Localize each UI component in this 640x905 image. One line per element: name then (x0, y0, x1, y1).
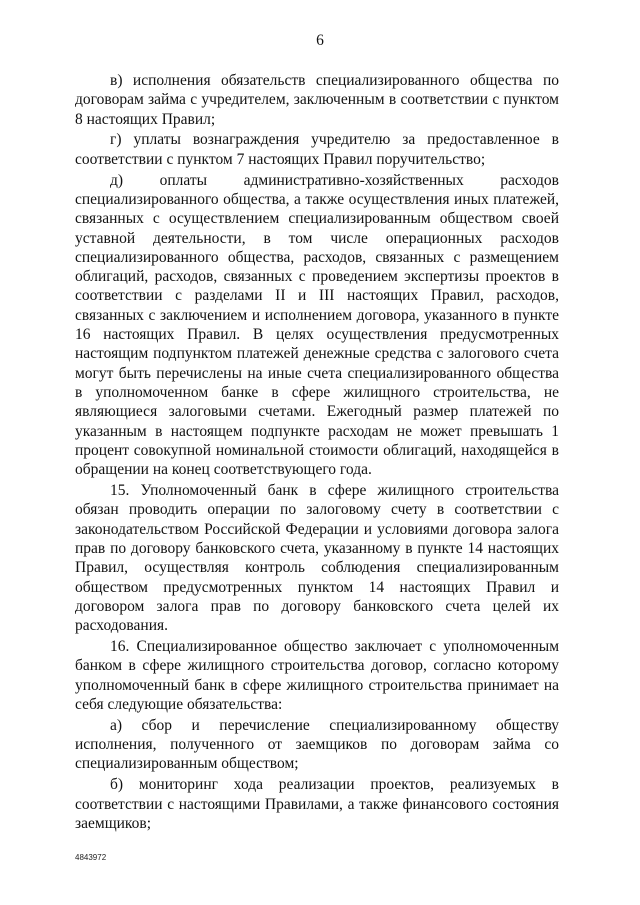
paragraph-item-g: г) уплаты вознаграждения учредителю за предоставленное в соответствии с пунктом 7 настоящих Правил поручительство; (75, 131, 559, 168)
document-code: 4843972 (75, 853, 107, 862)
paragraph-item-d: д) оплаты административно-хозяйственных расходов специализированного общества, а также осуществления иных платежей, связанных с осуществлением специализированным обществом своей уставной деятельности, в том числе операционных расходов специализированного общества, расходов, связанных с размещением облигаций, расходов, связанных с проведением экспертизы проектов в соответствии с разделами II и III настоящих Правил, расходов, связанных с заключением и исполнением договора, указанного в пункте 16 настоящих Правил. В целях осуществления предусмотренных настоящим подпунктом платежей денежные средства с залогового счета могут быть перечислены на иные счета специализированного общества в уполномоченном банке в сфере жилищного строительства, не являющиеся залоговыми счетами. Ежегодный размер платежей по указанным в настоящем подпункте расходам не может превышать 1 процент совокупной номинальной стоимости облигаций, находящейся в обращении на конец соответствующего года. (75, 171, 559, 479)
paragraph-item-v: в) исполнения обязательств специализированного общества по договорам займа с учредителем, заключенным в соответствии с пунктом 8 настоящих Правил; (75, 72, 559, 128)
paragraph-clause-16: 16. Специализированное общество заключает с уполномоченным банком в сфере жилищного строительства договор, согласно которому уполномоченный банк в сфере жилищного строительства принимает на себя следующие обязательства: (75, 637, 559, 713)
paragraph-item-b: б) мониторинг хода реализации проектов, реализуемых в соответствии с настоящими Правилами, а также финансового состояния заемщиков; (75, 776, 559, 832)
paragraph-clause-15: 15. Уполномоченный банк в сфере жилищного строительства обязан проводить операции по залоговому счету в соответствии с законодательством Российской Федерации и условиями договора залога прав по договору банковского счета, указанному в пункте 14 настоящих Правил, осуществляя контроль соблюдения специализированным обществом предусмотренных пунктом 14 настоящих Правил и договором залога прав по договору банковского счета целей их расходования. (75, 482, 559, 635)
page-number: 6 (316, 32, 324, 49)
document-body (75, 71, 559, 835)
paragraph-item-a: а) сбор и перечисление специализированному обществу исполнения, полученного от заемщиков по договорам займа со специализированным обществом; (75, 716, 559, 773)
